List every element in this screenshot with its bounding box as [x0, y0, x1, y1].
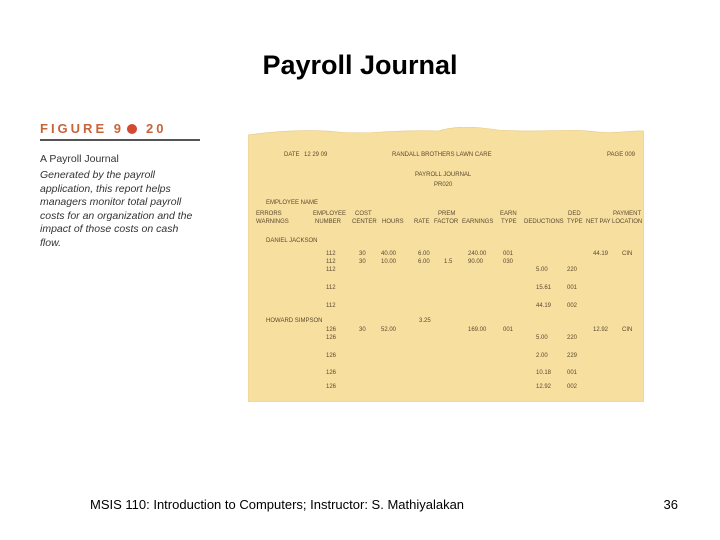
ded-type-cell: 002 — [567, 384, 578, 390]
header-earn: EARN — [500, 211, 517, 217]
header-factor: FACTOR — [434, 219, 459, 225]
page-number: 36 — [663, 497, 678, 512]
employee-number-cell: 112 — [326, 259, 336, 265]
header-deductions: DEDUCTIONS — [524, 219, 564, 225]
employee-name: HOWARD SIMPSON — [266, 318, 323, 324]
employee-number-cell: 126 — [326, 384, 337, 390]
figure-label — [40, 121, 166, 136]
deduction-cell: 44.19 — [536, 303, 552, 309]
payment-location-cell: CIN — [622, 251, 633, 257]
employee-number-cell: 126 — [326, 335, 337, 341]
prem-factor-cell: 1.5 — [444, 259, 453, 265]
earn-type-cell: 030 — [503, 259, 514, 265]
figure-dot-icon — [127, 124, 137, 134]
figure-label-left: FIGURE 9 — [40, 121, 124, 136]
ded-type-cell: 002 — [567, 303, 578, 309]
report-company-name: RANDALL BROTHERS LAWN CARE — [392, 152, 492, 158]
earnings-cell: 169.00 — [468, 327, 487, 333]
deduction-cell: 5.00 — [536, 267, 548, 273]
report-date-value: 12 29 09 — [304, 152, 328, 158]
cost-center-cell: 30 — [359, 251, 366, 257]
earnings-cell: 90.00 — [468, 259, 484, 265]
earnings-cell: 240.00 — [468, 251, 487, 257]
header-payment: PAYMENT — [613, 211, 642, 217]
hours-cell: 40.00 — [381, 251, 397, 257]
header-hours: HOURS — [382, 219, 404, 225]
earn-type-cell: 001 — [503, 251, 514, 257]
header-type: TYPE — [501, 219, 517, 225]
header-errors: ERRORS — [256, 211, 282, 217]
deduction-cell: 5.00 — [536, 335, 548, 341]
header-cost: COST — [355, 211, 372, 217]
payment-location-cell: CIN — [622, 327, 633, 333]
employee-name: DANIEL JACKSON — [266, 238, 318, 244]
figure-caption-body: Generated by the payroll application, this report helps managers monitor total payroll costs for an organization and the impact of those costs on cash flow. — [40, 169, 193, 249]
header-warnings: WARNINGS — [256, 219, 289, 225]
net-pay-cell: 12.92 — [593, 327, 609, 333]
hours-cell: 10.00 — [381, 259, 397, 265]
ded-type-cell: 001 — [567, 285, 578, 291]
employee-number-cell: 112 — [326, 267, 336, 273]
rate-cell: 6.00 — [418, 259, 430, 265]
header-center: CENTER — [352, 219, 377, 225]
header-ded: DED — [568, 211, 581, 217]
header-number: NUMBER — [315, 219, 342, 225]
rate-cell: 6.00 — [418, 251, 430, 257]
slide-title: Payroll Journal — [262, 50, 458, 80]
employee-rate-note: 3.25 — [419, 318, 431, 324]
hours-cell: 52.00 — [381, 327, 397, 333]
figure-caption-title: A Payroll Journal — [40, 153, 119, 165]
figure-label-right: 20 — [145, 121, 167, 136]
earn-type-cell: 001 — [503, 327, 514, 333]
deduction-cell: 10.18 — [536, 370, 552, 376]
report-id: PR020 — [434, 182, 453, 188]
deduction-cell: 15.61 — [536, 285, 552, 291]
cost-center-cell: 30 — [359, 259, 366, 265]
cost-center-cell: 30 — [359, 327, 366, 333]
payroll-journal-report — [248, 127, 644, 402]
header-net-pay: NET PAY — [586, 219, 611, 225]
ded-type-cell: 220 — [567, 267, 578, 273]
header-location: LOCATION — [612, 219, 643, 225]
report-title: PAYROLL JOURNAL — [415, 172, 472, 178]
ded-type-cell: 001 — [567, 370, 578, 376]
slide-footer: MSIS 110: Introduction to Computers; Instructor: S. Mathiyalakan — [90, 497, 465, 512]
employee-number-cell: 126 — [326, 327, 337, 333]
figure-divider — [40, 139, 200, 141]
deduction-cell: 2.00 — [536, 353, 548, 359]
header-prem: PREM — [438, 211, 456, 217]
report-date-label: DATE — [284, 152, 300, 158]
report-page-label: PAGE — [607, 152, 624, 158]
net-pay-cell: 44.19 — [593, 251, 609, 257]
report-page-value: 009 — [625, 152, 636, 158]
employee-number-cell: 112 — [326, 251, 336, 257]
employee-number-cell: 112 — [326, 285, 336, 291]
header-ded-type: TYPE — [567, 219, 583, 225]
header-rate: RATE — [414, 219, 430, 225]
deduction-cell: 12.92 — [536, 384, 552, 390]
employee-number-cell: 126 — [326, 353, 337, 359]
header-employee: EMPLOYEE — [313, 211, 347, 217]
header-employee-name: EMPLOYEE NAME — [266, 200, 319, 206]
header-earnings: EARNINGS — [462, 219, 494, 225]
ded-type-cell: 229 — [567, 353, 578, 359]
ded-type-cell: 220 — [567, 335, 578, 341]
employee-number-cell: 126 — [326, 370, 337, 376]
employee-number-cell: 112 — [326, 303, 336, 309]
